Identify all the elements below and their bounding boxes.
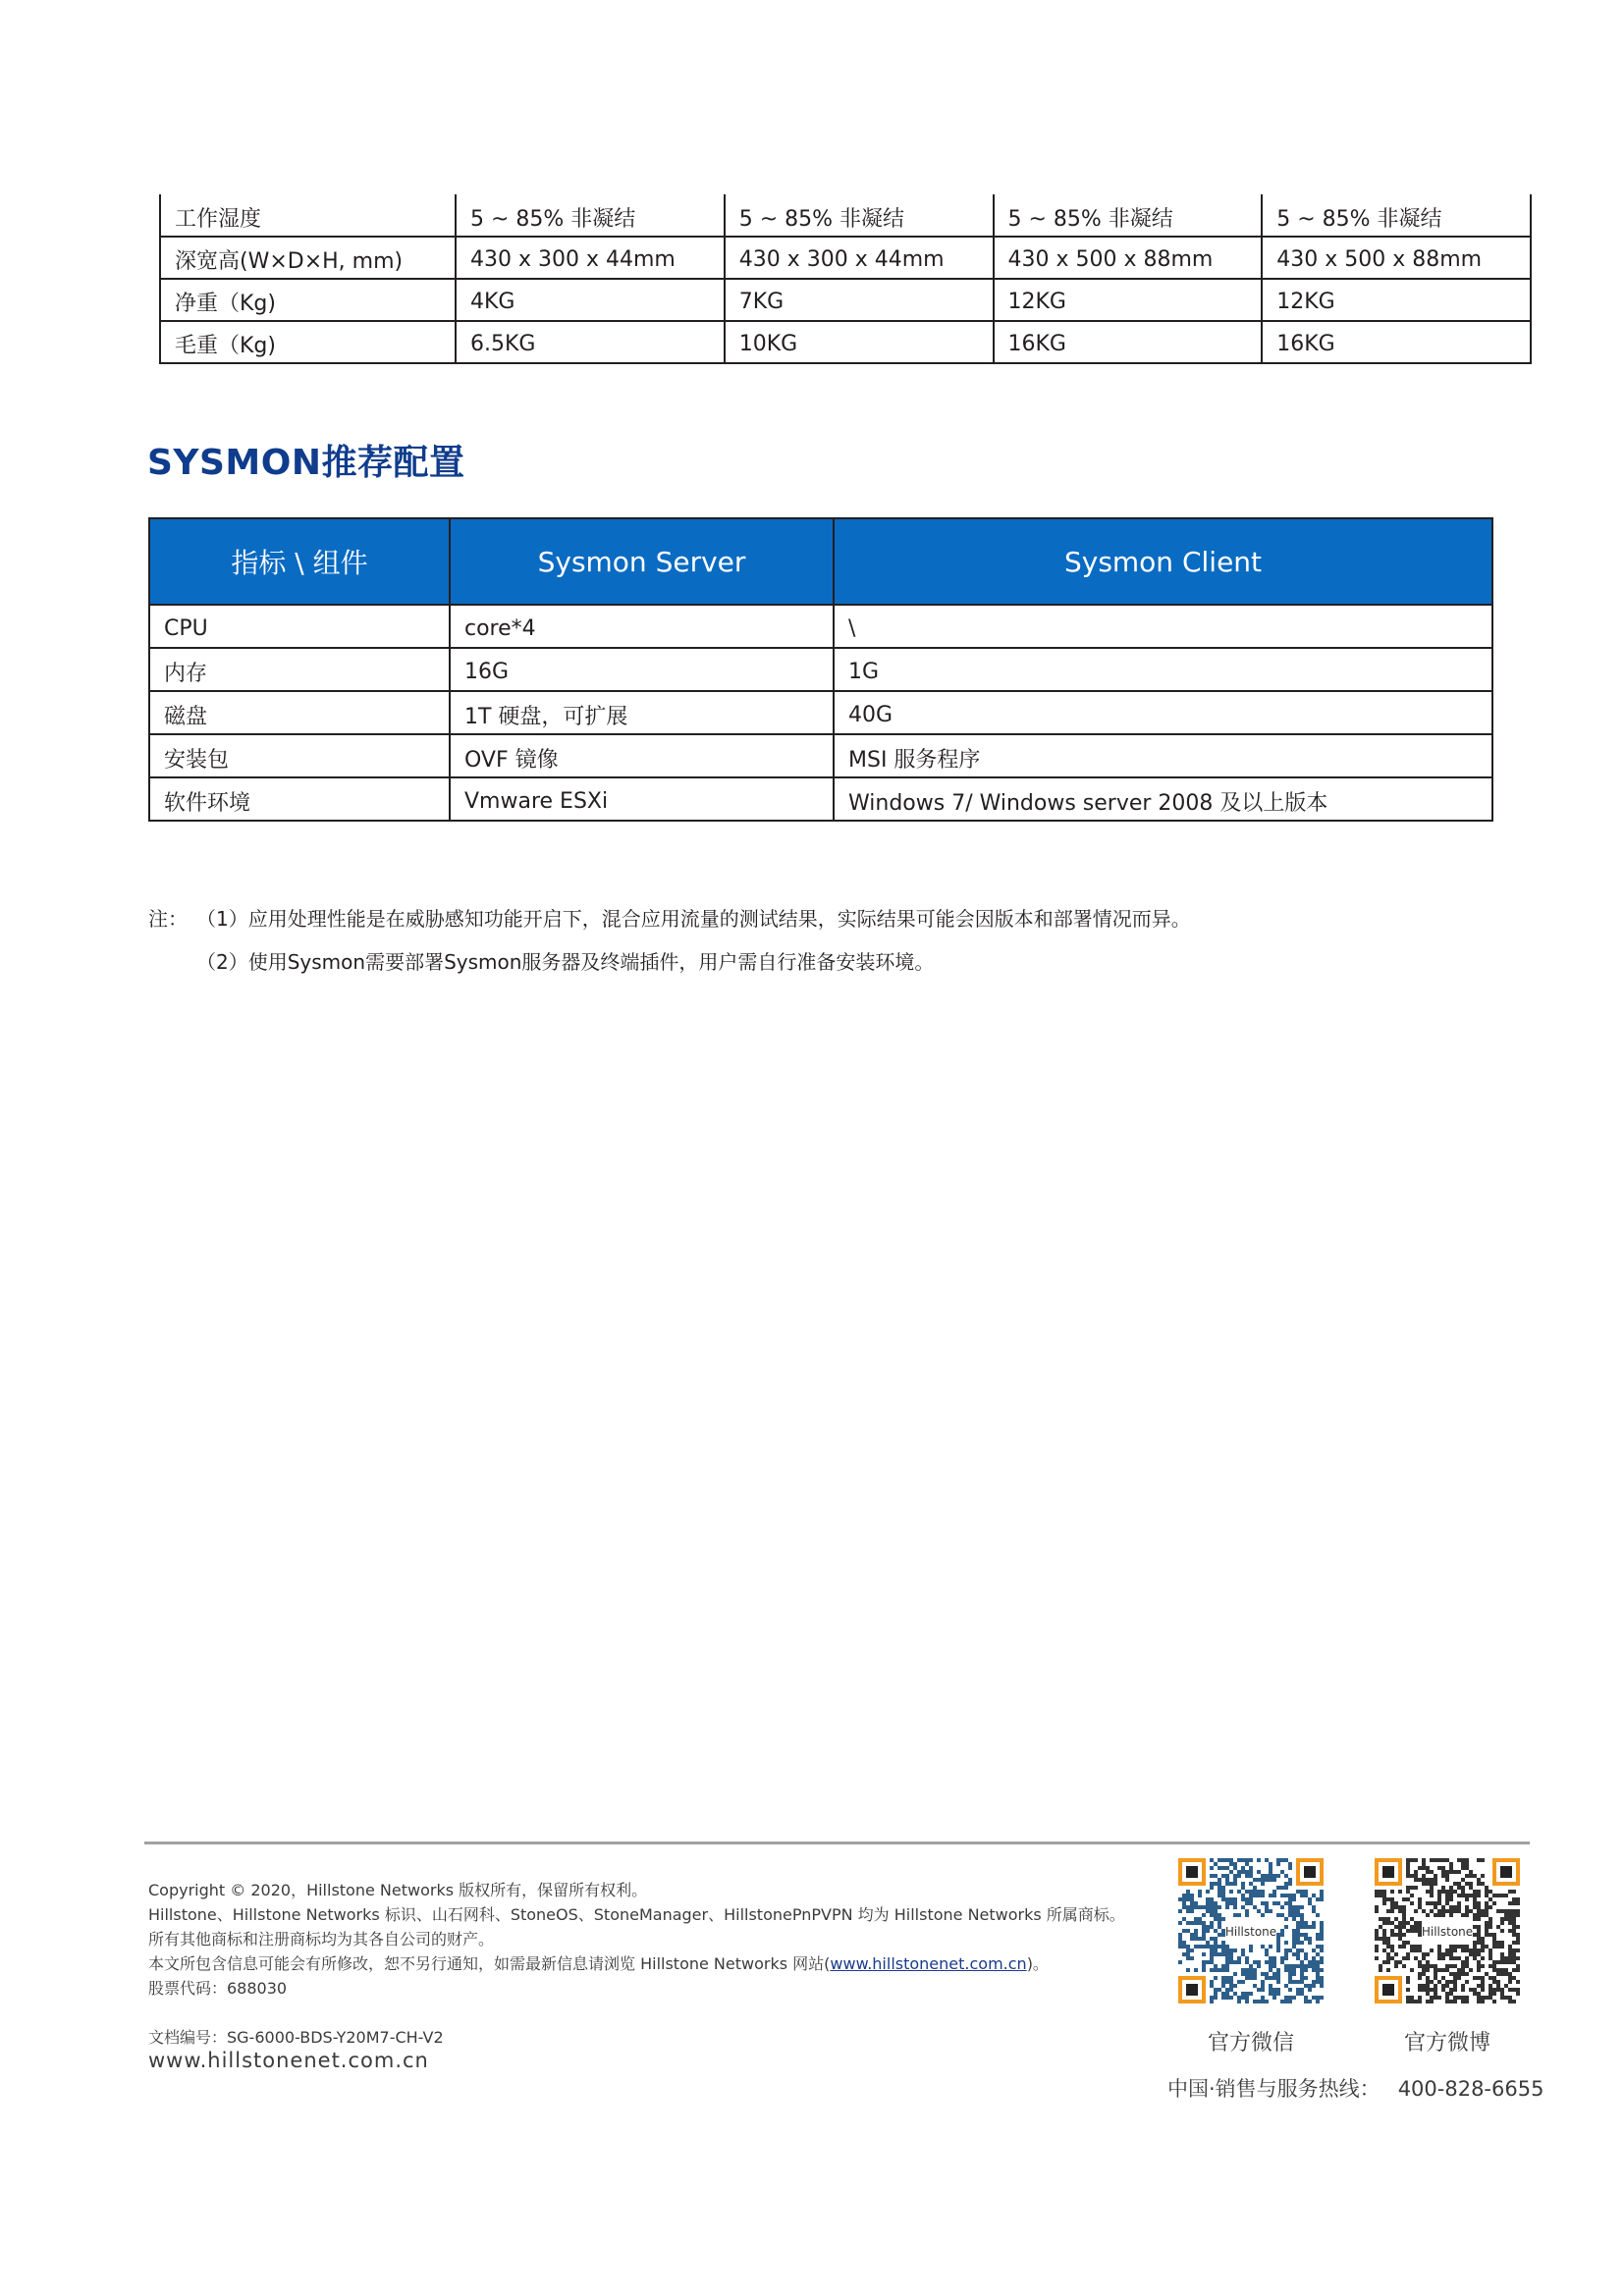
- spec-value: 4KG: [456, 279, 725, 321]
- server-value: Vmware ESXi: [450, 777, 834, 821]
- spec-label: 工作湿度: [160, 194, 456, 237]
- spec-value: 10KG: [725, 321, 994, 363]
- copyright-text: Copyright © 2020，Hillstone Networks 版权所有，保留所有权利。: [148, 1881, 648, 1899]
- hotline-label: 中国·销售与服务热线：: [1167, 2077, 1380, 2101]
- metric-label: CPU: [149, 605, 450, 648]
- notes-prefix: 注：: [148, 907, 188, 931]
- spec-label: 深宽高(W×D×H, mm): [160, 237, 456, 279]
- spec-value: 12KG: [994, 279, 1263, 321]
- spec-value: 12KG: [1262, 279, 1531, 321]
- spec-value: 430 x 500 x 88mm: [994, 237, 1263, 279]
- spec-value: 430 x 300 x 44mm: [456, 237, 725, 279]
- metric-label: 软件环境: [149, 777, 450, 821]
- spec-value: 5 ~ 85% 非凝结: [1262, 194, 1531, 237]
- hotline-number: 400-828-6655: [1397, 2077, 1544, 2101]
- spec-label: 净重（Kg): [160, 279, 456, 321]
- note-item: （2）使用Sysmon需要部署Sysmon服务器及终端插件，用户需自行准备安装环境。: [196, 950, 935, 974]
- table-row: [149, 734, 1492, 777]
- note-item: （1）应用处理性能是在威胁感知功能开启下，混合应用流量的测试结果，实际结果可能会因版本和部署情况而异。: [196, 907, 1191, 931]
- spec-table: [159, 194, 1532, 364]
- sales-hotline: [1167, 2073, 1543, 2103]
- table-header-row: [149, 518, 1492, 605]
- table-row: [149, 605, 1492, 648]
- wechat-qr-label: 官方微信: [1207, 2031, 1294, 2056]
- metric-label: 磁盘: [149, 691, 450, 734]
- table-row: [149, 648, 1492, 691]
- qr-logo-text: Hillstone: [1224, 1924, 1277, 1939]
- spec-value: 430 x 300 x 44mm: [725, 237, 994, 279]
- server-value: 16G: [450, 648, 834, 691]
- column-header: Sysmon Server: [450, 518, 834, 605]
- client-value: 40G: [834, 691, 1492, 734]
- spec-value: 16KG: [994, 321, 1263, 363]
- column-header: 指标 \ 组件: [149, 518, 450, 605]
- spec-value: 7KG: [725, 279, 994, 321]
- stock-code: 股票代码：688030: [148, 1979, 288, 1998]
- notice-text-before: 本文所包含信息可能会有所修改，恕不另行通知，如需最新信息请浏览 Hillstone Networks 网站(: [148, 1954, 831, 1973]
- table-row: [160, 321, 1531, 363]
- weibo-qr-code: [1375, 1858, 1520, 2003]
- sysmon-config-table: [148, 517, 1493, 822]
- table-row: [149, 777, 1492, 821]
- client-value: \: [834, 605, 1492, 648]
- client-value: MSI 服务程序: [834, 734, 1492, 777]
- website-url[interactable]: www.hillstonenet.com.cn: [148, 2049, 429, 2072]
- section-title: SYSMON推荐配置: [147, 443, 465, 483]
- document-number: 文档编号：SG-6000-BDS-Y20M7-CH-V2: [148, 2028, 444, 2047]
- other-trademarks-text: 所有其他商标和注册商标均为其各自公司的财产。: [148, 1930, 495, 1949]
- wechat-qr-code: [1178, 1858, 1324, 2003]
- qr-logo-text: Hillstone: [1421, 1924, 1474, 1939]
- spec-value: 5 ~ 85% 非凝结: [994, 194, 1263, 237]
- spec-value: 5 ~ 85% 非凝结: [456, 194, 725, 237]
- server-value: core*4: [450, 605, 834, 648]
- trademark-text: Hillstone、Hillstone Networks 标识、山石网科、StoneOS、StoneManager、HillstonePnPVPN 均为 Hillstone Networks 所属商标。: [148, 1905, 1125, 1924]
- website-link[interactable]: www.hillstonenet.com.cn: [830, 1954, 1027, 1973]
- spec-value: 16KG: [1262, 321, 1531, 363]
- spec-label: 毛重（Kg): [160, 321, 456, 363]
- spec-value: 430 x 500 x 88mm: [1262, 237, 1531, 279]
- metric-label: 内存: [149, 648, 450, 691]
- table-row: [160, 194, 1531, 237]
- client-value: 1G: [834, 648, 1492, 691]
- server-value: 1T 硬盘，可扩展: [450, 691, 834, 734]
- notice-text: [148, 1951, 1049, 1974]
- weibo-qr-label: 官方微博: [1403, 2031, 1490, 2056]
- table-row: [160, 279, 1531, 321]
- footer-divider: [144, 1842, 1530, 1844]
- table-row: [149, 691, 1492, 734]
- server-value: OVF 镜像: [450, 734, 834, 777]
- client-value: Windows 7/ Windows server 2008 及以上版本: [834, 777, 1492, 821]
- table-row: [160, 237, 1531, 279]
- notice-text-after: )。: [1026, 1954, 1049, 1973]
- spec-value: 6.5KG: [456, 321, 725, 363]
- metric-label: 安装包: [149, 734, 450, 777]
- spec-value: 5 ~ 85% 非凝结: [725, 194, 994, 237]
- column-header: Sysmon Client: [834, 518, 1492, 605]
